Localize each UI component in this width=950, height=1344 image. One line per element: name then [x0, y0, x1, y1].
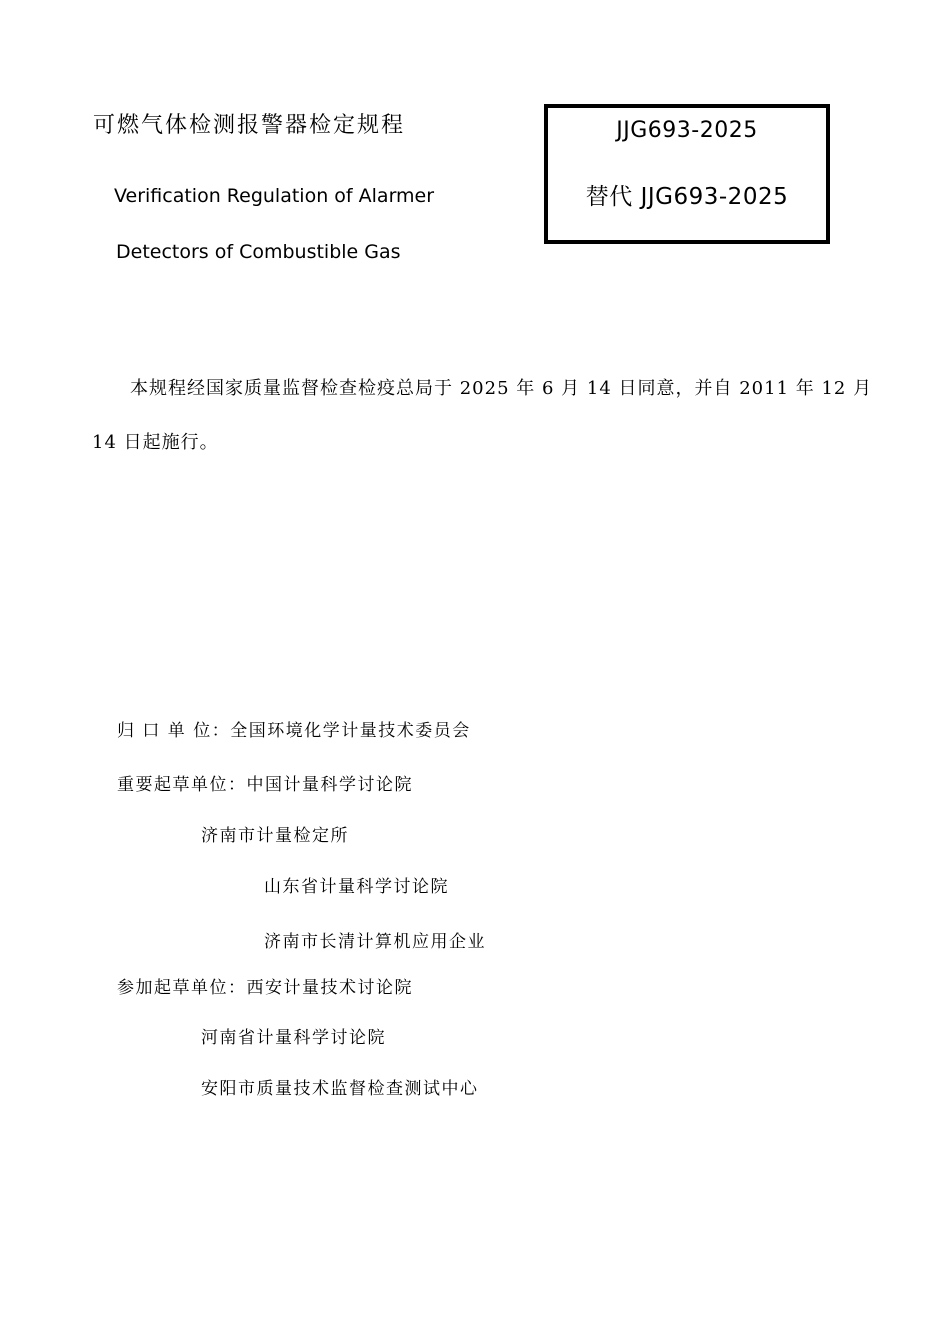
standard-code-box: [544, 104, 830, 244]
main-drafting-unit: 济南市计量检定所: [201, 826, 349, 846]
main-drafting-unit: 重要起草单位：中国计量科学讨论院: [117, 775, 413, 795]
responsible-unit: 归 口 单 位：全国环境化学计量技术委员会: [117, 721, 471, 741]
participating-drafting-unit: 安阳市质量技术监督检查测试中心: [201, 1079, 479, 1099]
document-title-chinese: 可燃气体检测报警器检定规程: [93, 113, 406, 138]
document-title-english-line-1: Verification Regulation of Alarmer: [114, 185, 435, 207]
replaces-standard-code: 替代 JJG693-2025: [585, 184, 789, 210]
document-title-english-line-2: Detectors of Combustible Gas: [116, 241, 401, 263]
main-drafting-unit: 山东省计量科学讨论院: [264, 877, 449, 897]
approval-statement-line-1: 本规程经国家质量监督检查检疫总局于 2025 年 6 月 14 日同意，并自 2011 年 12 月: [130, 378, 873, 399]
participating-drafting-unit: 参加起草单位：西安计量技术讨论院: [117, 978, 413, 998]
approval-statement-line-2: 14 日起施行。: [92, 432, 219, 453]
main-drafting-unit: 济南市长清计算机应用企业: [264, 932, 486, 952]
participating-drafting-unit: 河南省计量科学讨论院: [201, 1028, 386, 1048]
standard-code: JJG693-2025: [616, 118, 758, 143]
